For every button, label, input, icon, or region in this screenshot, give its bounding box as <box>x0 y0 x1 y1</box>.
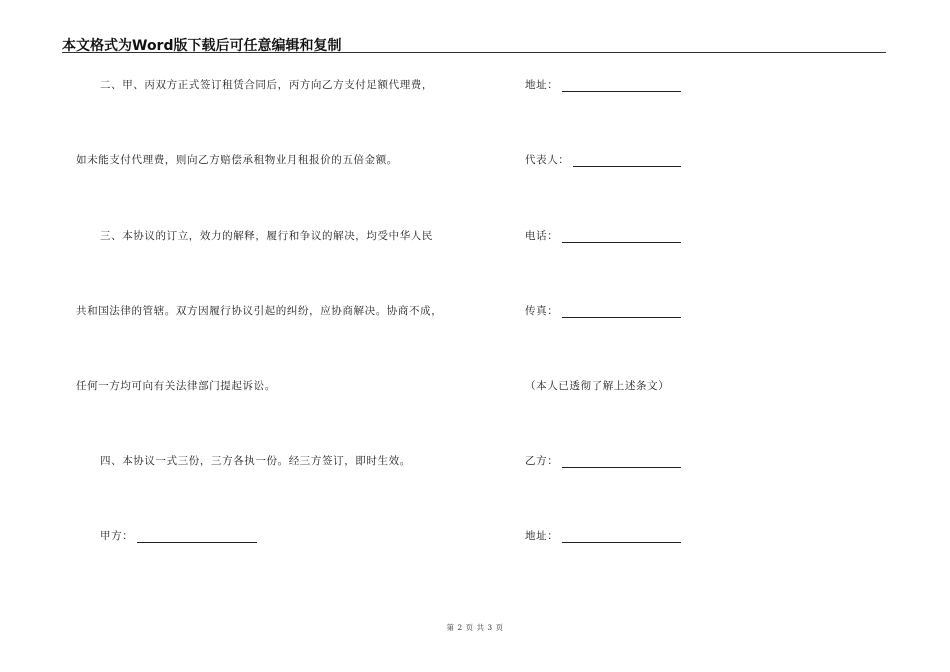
acknowledgement-note: （本人已透彻了解上述条文） <box>525 380 670 392</box>
party-b-field <box>525 454 681 468</box>
party-a-label: 甲方： <box>100 530 134 542</box>
clause-4-line-1: 四、本协议一式三份，三方各执一份。经三方签订，即时生效。 <box>100 455 411 467</box>
page-number: 第 2 页 共 3 页 <box>446 623 504 632</box>
representative-label: 代表人： <box>525 154 570 166</box>
fax-label: 传真： <box>525 305 559 317</box>
clause-3-line-1: 三、本协议的订立，效力的解释，履行和争议的解决，均受中华人民 <box>100 230 433 242</box>
fax-blank-line[interactable] <box>562 307 681 318</box>
representative-blank-line[interactable] <box>573 156 681 167</box>
phone-label: 电话： <box>525 230 559 242</box>
address2-blank-line[interactable] <box>562 532 681 543</box>
address2-label: 地址： <box>525 530 559 542</box>
party-b-label: 乙方： <box>525 455 559 467</box>
document-header-title: 本文格式为Word版下载后可任意编辑和复制 <box>62 38 342 54</box>
fax-field <box>525 304 681 318</box>
clause-2-line-1: 二、甲、丙双方正式签订租赁合同后，丙方向乙方支付足额代理费， <box>100 79 433 91</box>
party-a-signature-field <box>100 529 257 543</box>
address-field <box>525 78 681 92</box>
clause-3-line-2: 共和国法律的管辖。双方因履行协议引起的纠纷，应协商解决。协商不成， <box>76 305 443 317</box>
address2-field <box>525 529 681 543</box>
phone-blank-line[interactable] <box>562 232 681 243</box>
party-b-blank-line[interactable] <box>562 457 681 468</box>
clause-3-line-3: 任何一方均可向有关法律部门提起诉讼。 <box>76 380 276 392</box>
address-blank-line[interactable] <box>562 81 681 92</box>
phone-field <box>525 229 681 243</box>
header-divider <box>62 52 886 53</box>
clause-2-line-2: 如未能支付代理费，则向乙方赔偿承租物业月租报价的五倍金额。 <box>76 154 398 166</box>
address-label: 地址： <box>525 79 559 91</box>
party-a-blank-line[interactable] <box>137 532 257 543</box>
representative-field <box>525 153 681 167</box>
